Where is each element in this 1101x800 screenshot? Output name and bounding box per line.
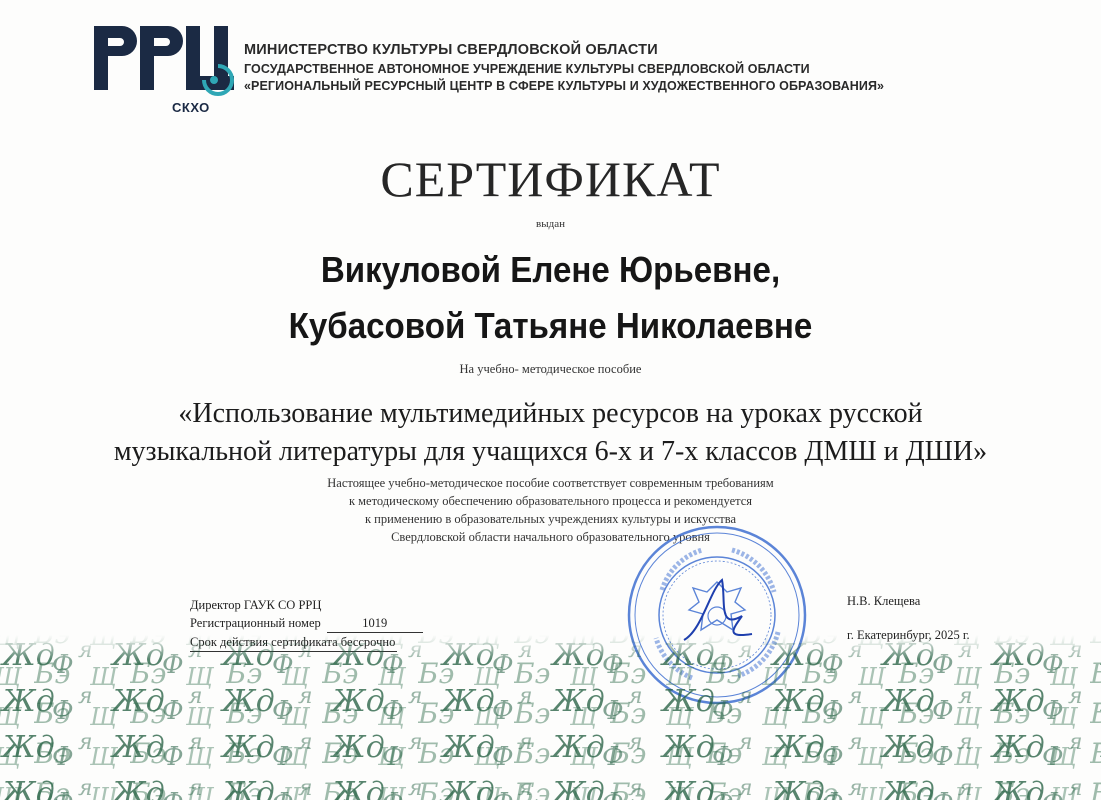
organization-header: [244, 42, 884, 93]
description-line-1: Настоящее учебно-методическое пособие соответствует современным требованиям: [327, 476, 774, 490]
recipient-name-2: Кубасовой Татьяне Николаевне: [288, 305, 813, 346]
work-title: [0, 395, 1101, 471]
registration-number: 1019: [327, 614, 423, 633]
institution-line-2: «РЕГИОНАЛЬНЫЙ РЕСУРСНЫЙ ЦЕНТР В СФЕРЕ КУЛЬТУРЫ И ХУДОЖЕСТВЕННОГО ОБРАЗОВАНИЯ»: [244, 79, 885, 93]
description-line-3: к применению в образовательных учреждениях культуры и искусства: [364, 512, 737, 526]
ministry-name: МИНИСТЕРСТВО КУЛЬТУРЫ СВЕРДЛОВСКОЙ ОБЛАСТИ: [244, 42, 658, 58]
work-type-label: На учебно- методическое пособие: [459, 362, 642, 376]
registration-row: [190, 614, 423, 633]
recipient-names: [0, 242, 1101, 354]
recipient-name-1: Викуловой Елене Юрьевне,: [320, 249, 781, 290]
certificate-description: [0, 474, 1101, 546]
signer-name: Н.В. Клещева: [847, 594, 921, 608]
director-label: Директор ГАУК СО РРЦ: [190, 598, 322, 612]
letter-pattern-border: [0, 635, 1101, 800]
work-title-line-1: «Использование мультимедийных ресурсов на уроках русской: [178, 398, 923, 429]
logo-subtitle: СКХО: [172, 100, 210, 115]
institution-line-1: ГОСУДАРСТВЕННОЕ АВТОНОМНОЕ УЧРЕЖДЕНИЕ КУЛЬТУРЫ СВЕРДЛОВСКОЙ ОБЛАСТИ: [244, 62, 810, 76]
registration-label: Регистрационный номер: [190, 616, 321, 630]
description-line-2: к методическому обеспечению образовательного процесса и рекомендуется: [348, 494, 753, 508]
rrc-logo-icon: [92, 22, 242, 102]
certificate-title: СЕРТИФИКАТ: [380, 151, 721, 207]
description-line-4: Свердловской области начального образовательного уровня: [391, 530, 710, 544]
issued-label: выдан: [536, 218, 565, 230]
work-title-line-2: музыкальной литературы для учащихся 6-х и 7-х классов ДМШ и ДШИ»: [113, 436, 988, 467]
rrc-logo: [92, 22, 242, 122]
